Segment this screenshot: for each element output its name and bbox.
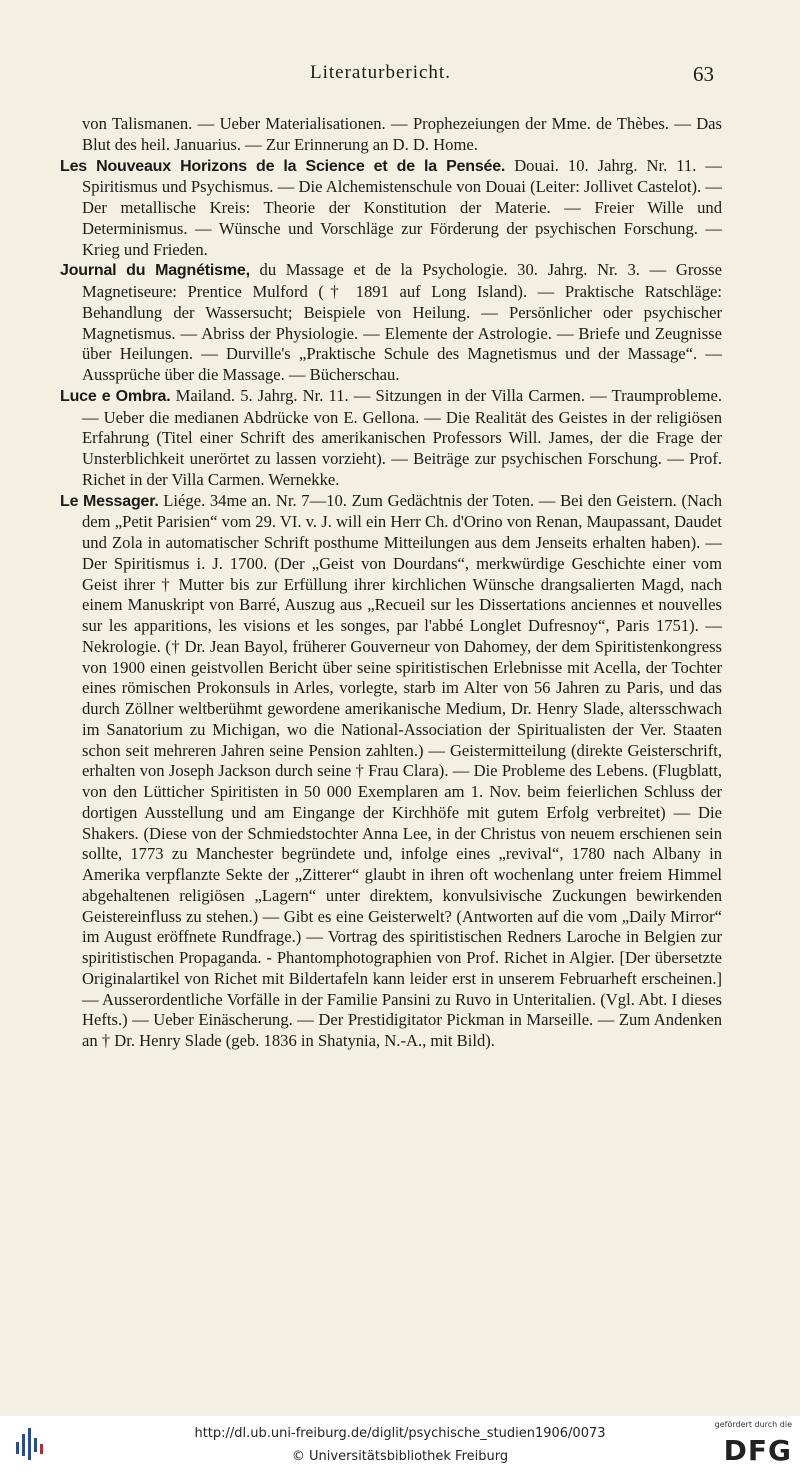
entry-text: von Talismanen. — Ueber Materialisationen. — Prophezeiungen der Mme. de Thèbes. — Das Blut des heil. Januarius. — Zur Erinnerung an D. D. Home. xyxy=(82,114,722,154)
journal-title: Journal du Magnétisme, xyxy=(60,262,250,280)
journal-title: Les Nouveaux Horizons de la Science et de la Pensée. xyxy=(60,157,506,175)
entry-text: Liége. 34me an. Nr. 7—10. Zum Gedächtnis der Toten. — Bei den Geistern. (Nach dem „Petit Parisien“ vom 29. VI. v. J. will ein Herr Ch. d'Orino von Renan, Maupassant, Daudet und Zola in automatischer Schrift posthume Mitteilungen aus dem Jenseits erhalten haben). — Der Spiritismus i. J. 1700. (Der „Geist von Dourdans“, merkwürdige Geschichte einer vom Geist ihrer † Mutter bis zur Erfüllung ihrer kirchlichen Wünsche drangsalierten Magd, nach einem Manuskript von Barré, Auszug aus „Recueil sur les Dissertations anciennes et nouvelles sur les apparitions, les visions et les songes, par l'abbé Longlet Dufresnoy“, Paris 1751). — Nekrologie. († Dr. Jean Bayol, früherer Gouverneur von Dahomey, der dem Spiritistenkongress von 1900 einen geistvollen Bericht über seine spiritistischen Erlebnisse mit Acella, der Tochter eines römischen Prokonsuls in Arles, vorlegte, starb im Alter von 56 Jahren zu Paris, und das durch Zöllner weltberühmt gewordene amerikanische Medium, Dr. Henry Slade, altersschwach im Sanatorium zu Michigan, wo die National-Association der Spiritualisten der Ver. Staaten schon seit mehreren Jahren seine Pension zahlten.) — Geistermitteilung (direkte Geisterschrift, erhalten von Joseph Jackson durch seine † Frau Clara). — Die Probleme des Lebens. (Flugblatt, von den Lütticher Spiritisten in 50 000 Exemplaren am 1. Nov. beim feierlichen Schluss der dortigen Ausstellung und am Eingange der Kirchhöfe mit gutem Erfolg verbreitet) — Die Shakers. (Diese von der Schmiedstochter Anna Lee, in der Christus von neuem erschienen sein sollte, 1773 zu Manchester begründete und, infolge eines „revival“, 1780 nach Albany in Amerika verpflanzte Sekte der „Zitterer“ glaubt in ihren oft wochenlang unter freiem Himmel abgehaltenen religiösen „Lagern“ unter direktem, konvulsivische Zuckungen bewirkenden Geistereinfluss zu stehen.) — Gibt es eine Geisterwelt? (Antworten auf die vom „Daily Mirror“ im August eröffnete Rundfrage.) — Vortrag des spiritistischen Redners Laroche in Belgien zur spiritistischen Propaganda. - Phantomphotographien von Prof. Richet in Algier. [Der übersetzte Originalartikel von Richet mit Bildertafeln kann leider erst in unserem Februarheft erscheinen.] — Ausserordentliche Vorfälle in der Familie Pansini zu Ruvo in Unteritalien. (Vgl. Abt. I dieses Hefts.) — Ueber Einäscherung. — Der Prestidigitator Pickman in Marseille. — Zum Andenken an † Dr. Henry Slade (geb. 1836 in Shatynia, N.-A., mit Bild). xyxy=(82,490,722,1050)
literature-report-body xyxy=(60,114,722,1052)
running-title: Literaturbericht. xyxy=(310,62,451,83)
page-number: 63 xyxy=(693,62,714,86)
entry-text: Mailand. 5. Jahrg. Nr. 11. — Sitzungen in der Villa Carmen. — Traumprobleme. — Ueber die medianen Abdrücke von E. Gellona. — Die Realität des Geistes in der religiösen Erfahrung (Titel einer Schrift des amerikanischen Professors Will. James, der die Frage der Unsterblichkeit unerörtet zu lassen vorzieht). — Beiträge zur psychischen Forschung. — Prof. Richet in der Villa Carmen. Wernekke. xyxy=(82,385,722,489)
copyright-notice: © Universitätsbibliothek Freiburg xyxy=(291,1449,509,1464)
journal-title: Le Messager. xyxy=(60,492,159,510)
dfg-logo: DFG xyxy=(723,1434,792,1467)
entry-text: Douai. 10. Jahrg. Nr. 11. — Spiritismus und Psychismus. — Die Alchemistenschule von Douai (Leiter: Jollivet Castelot). — Der metallische Kreis: Theorie der Konstitution der Materie. — Freier Wille und Determinismus. — Wünsche und Vorschläge zur Förderung der psychischen Forschung. — Krieg und Frieden. xyxy=(82,155,722,259)
viewer-footer xyxy=(0,1416,800,1472)
journal-title: Luce e Ombra. xyxy=(60,387,171,405)
entry-luce-e-ombra xyxy=(60,386,722,491)
entry-text: du Massage et de la Psychologie. 30. Jahrg. Nr. 3. — Grosse Magnetiseure: Prentice Mulford († 1891 auf Long Island). — Praktische Ratschläge: Behandlung der Wassersucht; Beispiele von Heilung. — Persönlicher oder psychischer Magnetismus. — Abriss der Physiologie. — Elemente der Astrologie. — Briefe und Zeugnisse über Heilungen. — Durville's „Praktische Schule des Magnetismus und der Massage“. — Aussprüche über die Massage. — Bücherschau. xyxy=(82,260,722,384)
entry-le-messager xyxy=(60,491,722,1052)
entry-journal-du-magnetisme xyxy=(60,260,722,386)
permalink-url[interactable]: http://dl.ub.uni-freiburg.de/diglit/psychische_studien1906/0073 xyxy=(194,1426,606,1441)
entry-nouveaux-horizons xyxy=(60,156,722,261)
dfg-caption: gefördert durch die xyxy=(714,1420,792,1429)
dfg-funding-badge xyxy=(702,1420,792,1468)
page-header xyxy=(80,62,720,92)
entry-continued xyxy=(60,114,722,156)
